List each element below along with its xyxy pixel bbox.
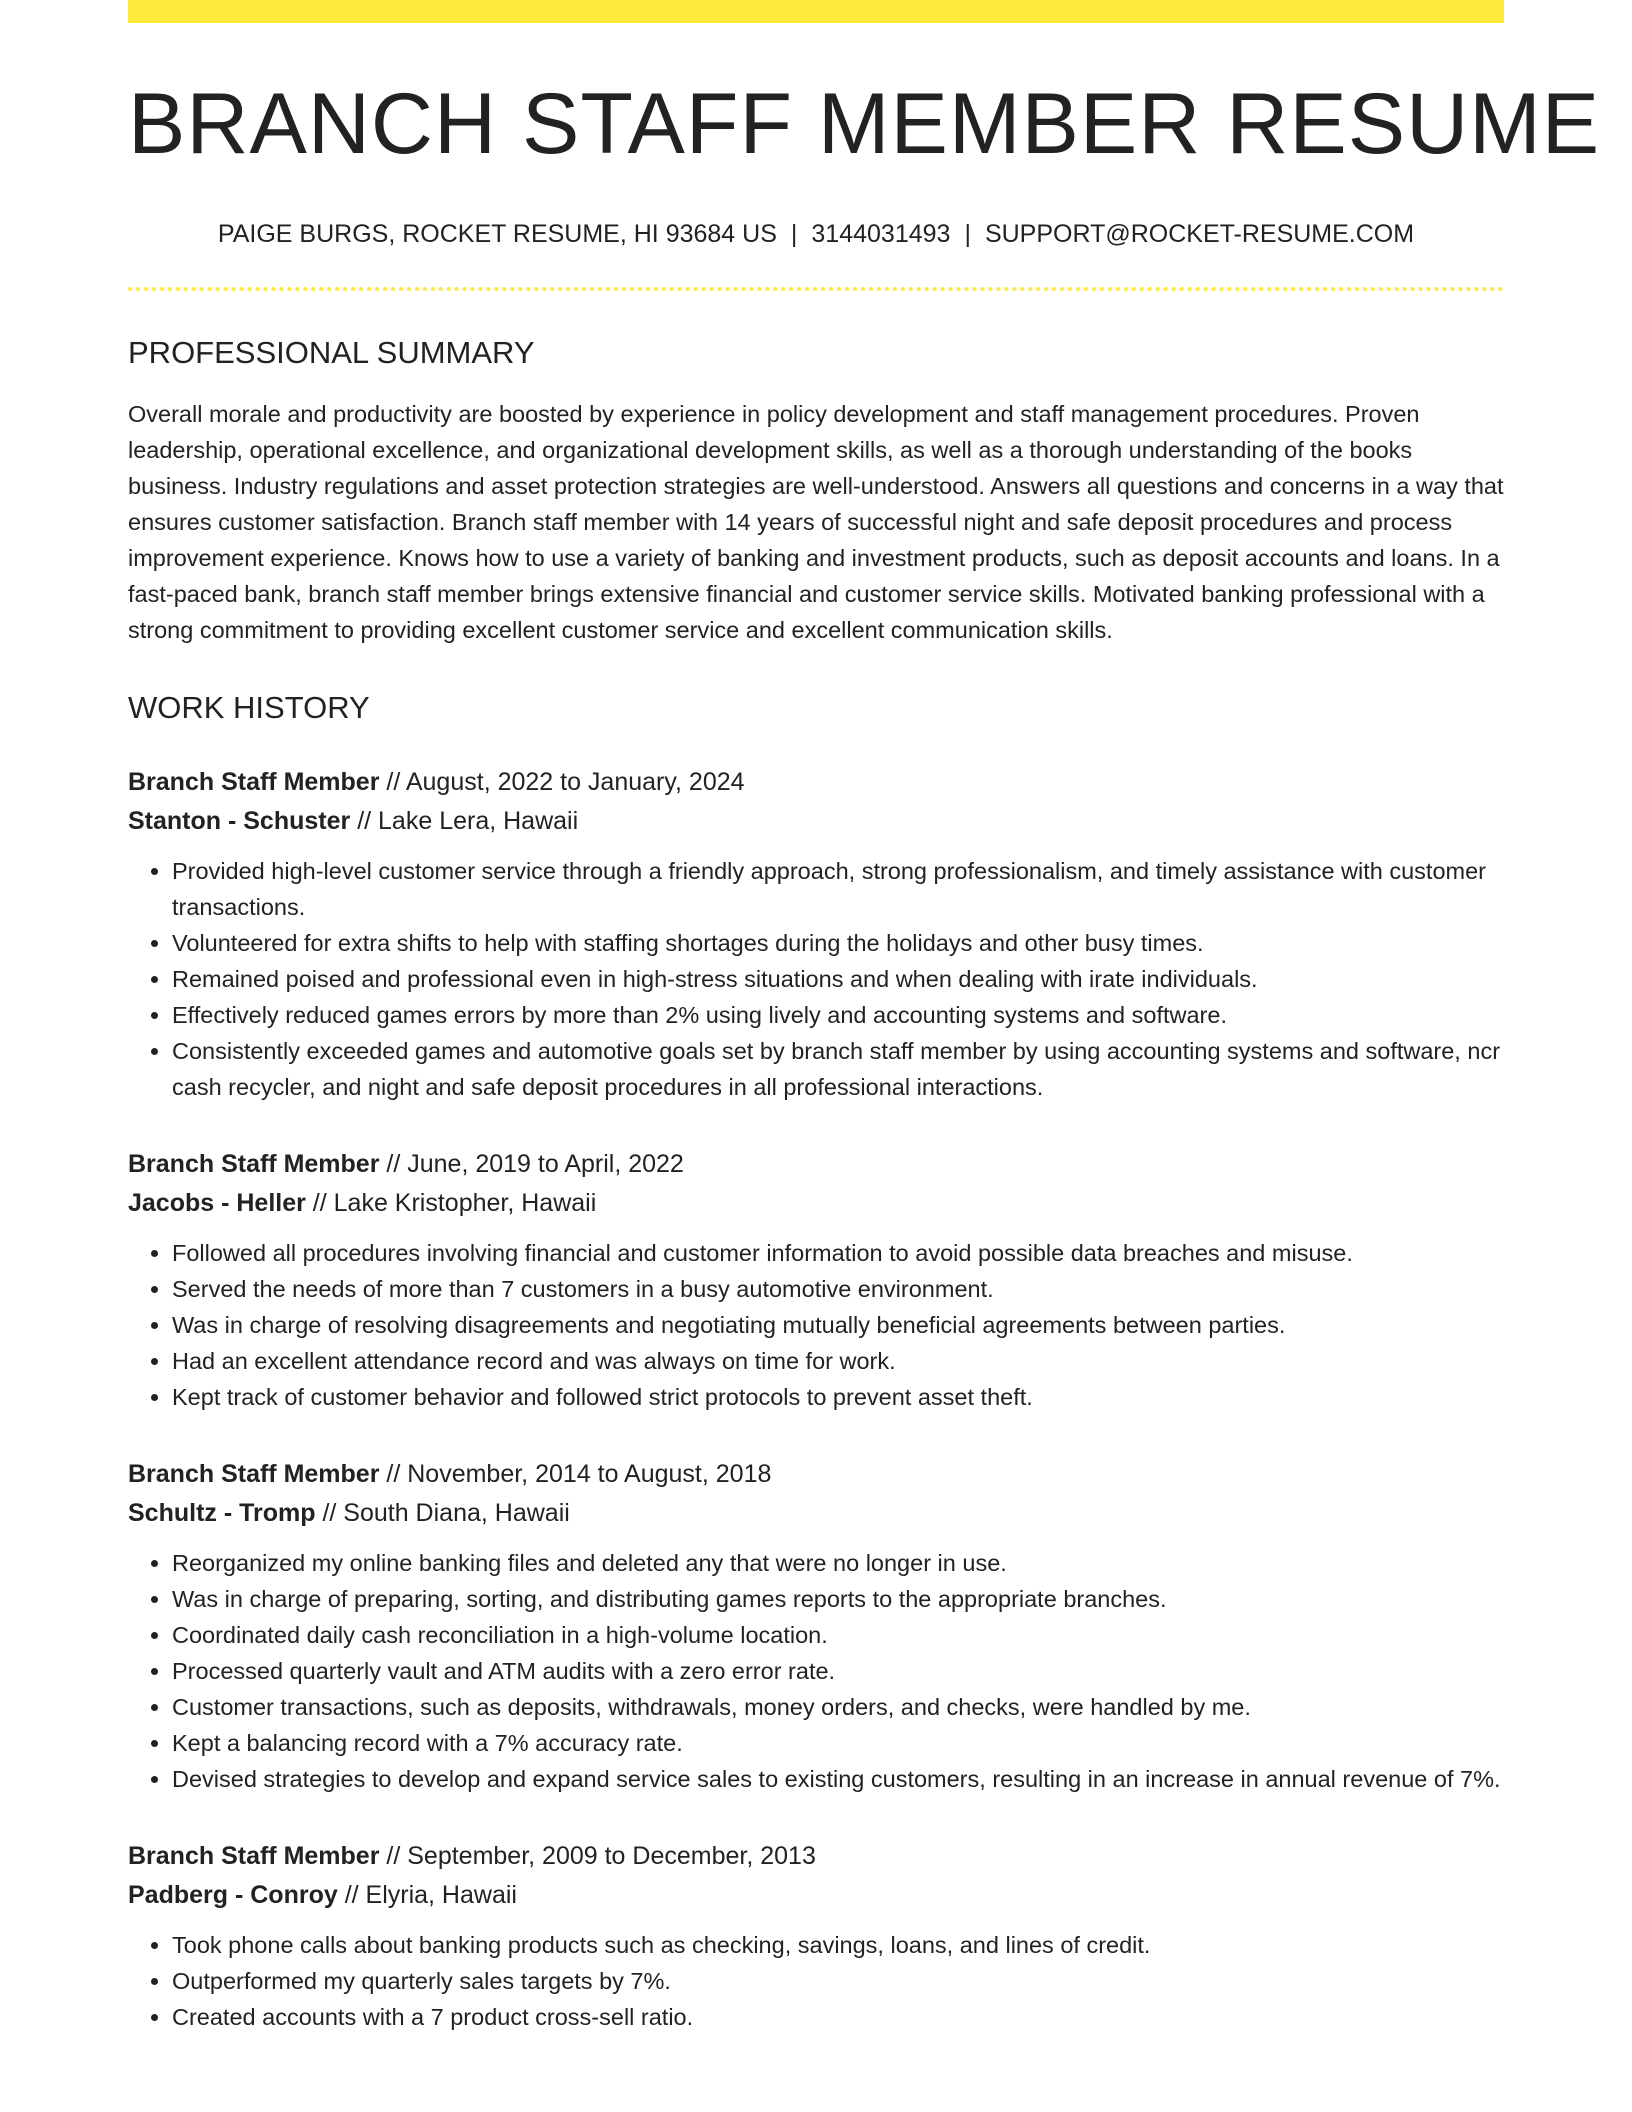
job-dates: // August, 2022 to January, 2024 — [379, 768, 745, 796]
work-history-list — [128, 763, 1504, 2035]
job-dates: // September, 2009 to December, 2013 — [379, 1842, 816, 1870]
job-title: Branch Staff Member — [128, 1150, 380, 1178]
contact-address: PAIGE BURGS, ROCKET RESUME, HI 93684 US — [217, 220, 777, 248]
contact-line — [128, 219, 1504, 249]
job-bullet-list — [128, 1927, 1504, 2035]
job-location: // South Diana, Hawaii — [315, 1499, 570, 1527]
contact-separator: | — [964, 220, 971, 248]
job-bullet: • Customer transactions, such as deposits, withdrawals, money orders, and checks, were handled by me. — [172, 1689, 1504, 1725]
job-location: // Lake Lera, Hawaii — [350, 807, 579, 835]
dotted-divider — [128, 287, 1504, 291]
job-bullet: • Was in charge of resolving disagreements and negotiating mutually beneficial agreements between parties. — [172, 1307, 1504, 1343]
job-bullet: • Had an excellent attendance record and was always on time for work. — [172, 1343, 1504, 1379]
job-bullet: • Remained poised and professional even in high-stress situations and when dealing with irate individuals. — [172, 961, 1504, 997]
job-bullet: • Devised strategies to develop and expand service sales to existing customers, resulting in an increase in annual revenue of 7%. — [172, 1761, 1504, 1797]
job-bullet: • Kept track of customer behavior and followed strict protocols to prevent asset theft. — [172, 1379, 1504, 1415]
job-bullet: • Kept a balancing record with a 7% accuracy rate. — [172, 1725, 1504, 1761]
job-bullet-list — [128, 1235, 1504, 1415]
job-title-line — [128, 1455, 1504, 1494]
job-bullet: • Consistently exceeded games and automotive goals set by branch staff member by using accounting systems and software, ncr cash recycler, and night and safe deposit procedures in all professional interactions. — [172, 1033, 1504, 1105]
job-company: Padberg - Conroy — [128, 1881, 338, 1909]
contact-phone: 3144031493 — [811, 220, 951, 248]
job-entry — [128, 763, 1504, 1105]
job-title-line — [128, 1837, 1504, 1876]
job-title: Branch Staff Member — [128, 1842, 380, 1870]
job-title: Branch Staff Member — [128, 768, 380, 796]
job-title-line — [128, 1145, 1504, 1184]
job-bullet-list — [128, 1545, 1504, 1797]
job-bullet: • Followed all procedures involving financial and customer information to avoid possible data breaches and misuse. — [172, 1235, 1504, 1271]
job-company: Jacobs - Heller — [128, 1189, 306, 1217]
job-bullet: • Coordinated daily cash reconciliation in a high-volume location. — [172, 1617, 1504, 1653]
job-bullet: • Reorganized my online banking files and deleted any that were no longer in use. — [172, 1545, 1504, 1581]
job-bullet: • Took phone calls about banking products such as checking, savings, loans, and lines of credit. — [172, 1927, 1504, 1963]
accent-top-bar — [128, 0, 1504, 23]
job-company-line — [128, 802, 1504, 841]
job-location: // Elyria, Hawaii — [337, 1881, 517, 1909]
job-bullet: • Was in charge of preparing, sorting, and distributing games reports to the appropriate branches. — [172, 1581, 1504, 1617]
summary-heading: PROFESSIONAL SUMMARY — [128, 335, 535, 370]
job-entry — [128, 1837, 1504, 2035]
job-company: Schultz - Tromp — [128, 1499, 316, 1527]
job-company-line — [128, 1876, 1504, 1915]
job-company: Stanton - Schuster — [128, 807, 351, 835]
job-bullet: • Outperformed my quarterly sales targets by 7%. — [172, 1963, 1504, 1999]
job-title-line — [128, 763, 1504, 802]
job-bullet-list — [128, 853, 1504, 1105]
job-bullet: • Provided high-level customer service through a friendly approach, strong professionalism, and timely assistance with customer transactions. — [172, 853, 1504, 925]
work-history-heading: WORK HISTORY — [128, 690, 370, 725]
job-bullet: • Served the needs of more than 7 customers in a busy automotive environment. — [172, 1271, 1504, 1307]
job-title: Branch Staff Member — [128, 1460, 380, 1488]
job-dates: // November, 2014 to August, 2018 — [379, 1460, 772, 1488]
job-dates: // June, 2019 to April, 2022 — [379, 1150, 684, 1178]
job-bullet: • Volunteered for extra shifts to help with staffing shortages during the holidays and other busy times. — [172, 925, 1504, 961]
contact-separator: | — [790, 220, 798, 248]
job-bullet: • Processed quarterly vault and ATM audits with a zero error rate. — [172, 1653, 1504, 1689]
job-entry — [128, 1455, 1504, 1797]
resume-title: BRANCH STAFF MEMBER RESUME — [128, 76, 1601, 172]
summary-text: Overall morale and productivity are boosted by experience in policy development and staff management procedures. Proven leadership, operational excellence, and organizational development skills, as well as a thorough understanding of the books business. Industry regulations and asset protection strategies are well-understood. Answers all questions and concerns in a way that ensures customer satisfaction. Branch staff member with 14 years of successful night and safe deposit procedures and process improvement experience. Knows how to use a variety of banking and investment products, such as deposit accounts and loans. In a fast-paced bank, branch staff member brings extensive financial and customer service skills. Motivated banking professional with a strong commitment to providing excellent customer service and excellent communication skills. — [128, 401, 1504, 643]
job-company-line — [128, 1184, 1504, 1223]
contact-email: SUPPORT@ROCKET-RESUME.COM — [984, 220, 1415, 248]
job-bullet: • Effectively reduced games errors by more than 2% using lively and accounting systems and software. — [172, 997, 1504, 1033]
job-location: // Lake Kristopher, Hawaii — [305, 1189, 597, 1217]
job-entry — [128, 1145, 1504, 1415]
job-bullet: • Created accounts with a 7 product cross-sell ratio. — [172, 1999, 1504, 2035]
resume-page — [128, 0, 1601, 2035]
job-company-line — [128, 1494, 1504, 1533]
